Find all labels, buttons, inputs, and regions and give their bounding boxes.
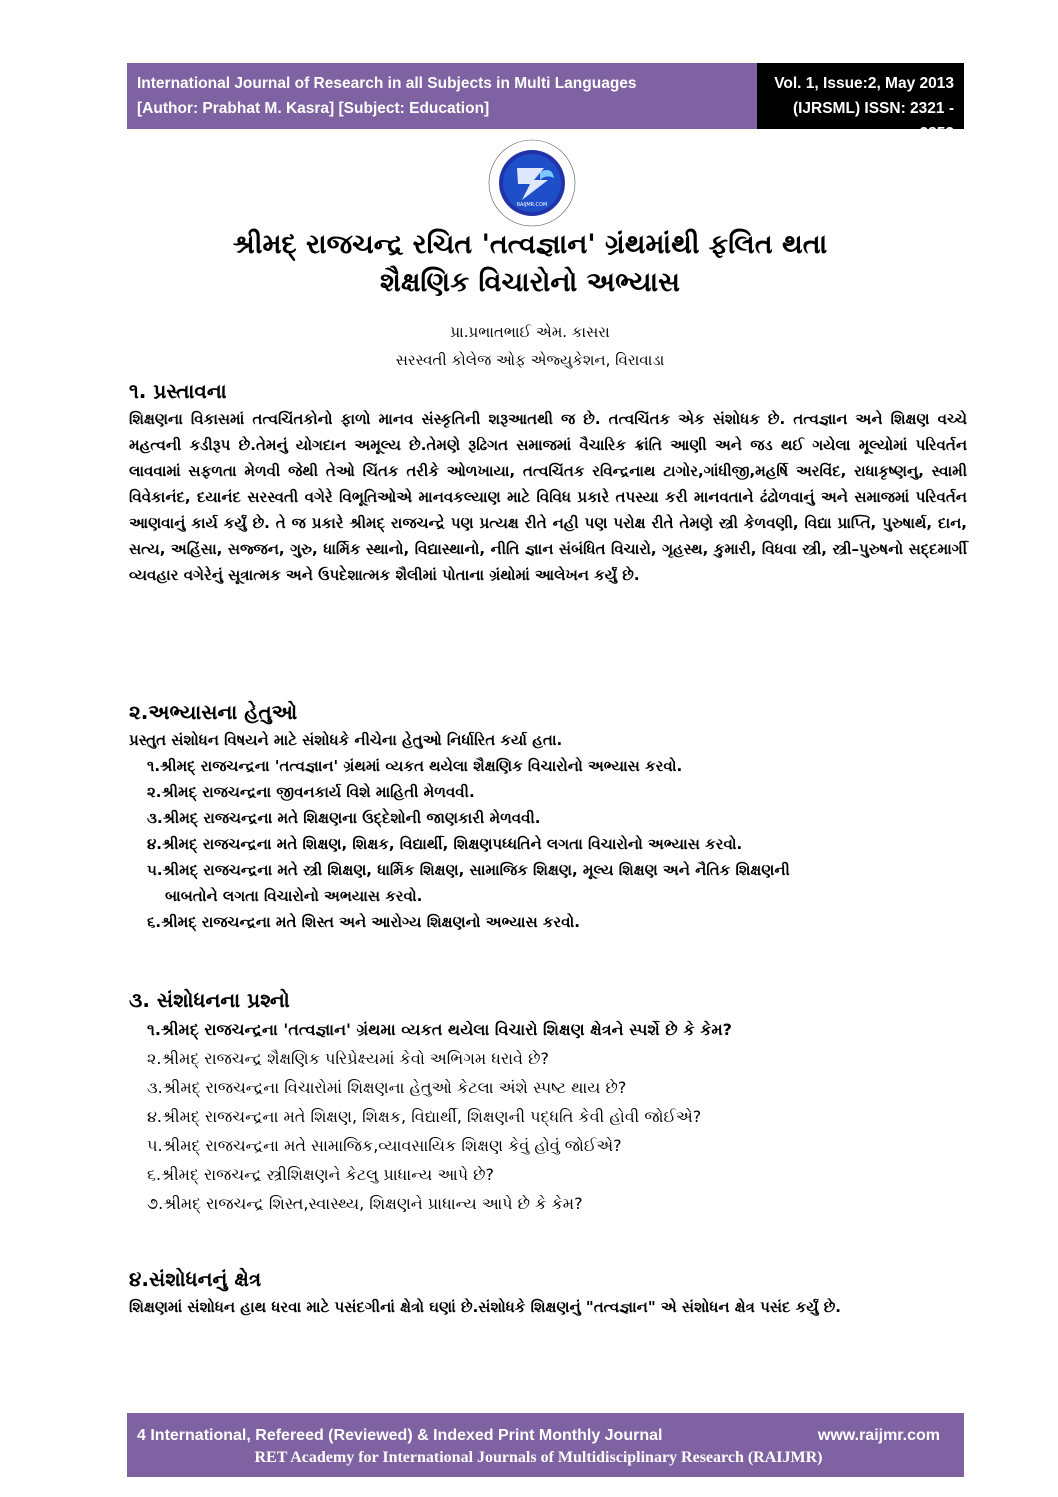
section-intro: પ્રસ્તુત સંશોધન વિષયને માટે સંશોધકે નીચેના હેતુઓ નિર્ધારિત કર્યા હતા. (129, 731, 563, 749)
list-item: ૭.શ્રીમદ્ રાજચન્દ્ર શિસ્ત,સ્વાસ્થ્ય, શિક્ષણને પ્રાધાન્ય આપે છે કે કેમ? (147, 1194, 583, 1213)
journal-name: International Journal of Research in all Subjects in Multi Languages (137, 75, 637, 92)
section-introduction (129, 376, 967, 588)
logo-site-text: RAIJMR.COM (516, 202, 548, 208)
list-item: ૩.શ્રીમદ્ રાજચન્દ્રના વિચારોમાં શિક્ષણના હેતુઓ કેટલા અંશે સ્પષ્ટ થાય છે? (147, 1078, 627, 1097)
section-heading: ૨.અભ્યાસના હેતુઓ (129, 700, 298, 724)
publisher: RET Academy for International Journals of Multidisciplinary Research (RAIJMR) (254, 1449, 823, 1466)
section-body: શિક્ષણના વિકાસમાં તત્વચિંતકોનો ફાળો માનવ સંસ્કૃતિની શરૂઆતથી જ છે. તત્વચિંતક એક સંશોધક છે. તત્વજ્ઞાન અને શિક્ષણ વચ્ચે મહત્વની કડીરૂપ છે.તેમનું યોગદાન અમૂલ્ય છે.તેમણે રૂઢિગત સમાજમાં વૈચારિક ક્રાંતિ આણી અને જડ થઈ ગયેલા મૂલ્યોમાં પરિવર્તન લાવવામાં સફળતા મેળવી જેથી તેઓ ચિંતક તરીકે ઓળખાયા, તત્વચિંતક રવિન્દ્રનાથ ટાગોર,ગાંધીજી,મહર્ષિ અરવિંદ, રાધાકૃષ્ણનુ, સ્વામી વિવેકાનંદ, દયાનંદ સરસ્વતી વગેરે વિભૂતિઓએ માનવકલ્યાણ માટે વિવિધ પ્રકારે તપસ્યા કરી માનવતાને ઢંઢોળવાનું અને સમાજમાં પરિવર્તન આણવાનું કાર્ય કર્યું છે. તે જ પ્રકારે શ્રીમદ્ રાજચન્દ્રે પણ પ્રત્યક્ષ રીતે નહી પણ પરોક્ષ રીતે તેમણે સ્ત્રી કેળવણી, વિદ્યા પ્રાપ્તિ, પુરુષાર્થ, દાન, સત્ય, અહિંસા, સજ્જન, ગુરુ, ધાર્મિક સ્થાનો, વિદ્યાસ્થાનો, નીતિ જ્ઞાન સંબંધિત વિચારો, ગૃહસ્થ, કુમારી, વિધવા સ્ત્રી, સ્ત્રી–પુરુષનો સદ્દમાર્ગી વ્યવહાર વગેરેનું સૂત્રાત્મક અને ઉપદેશાત્મક શૈલીમાં પોતાના ગ્રંથોમાં આલેખન કર્યું છે. (129, 410, 967, 584)
journal-footer (127, 1413, 964, 1477)
section-research-questions (129, 985, 967, 1218)
page-number: 4 (137, 1427, 146, 1444)
section-research-area (129, 1264, 967, 1320)
author-subject: [Author: Prabhat M. Kasra] [Subject: Education] (137, 100, 490, 117)
author-affiliation: સરસ્વતી કોલેજ ઓફ એજ્યુકેશન, વિરાવાડા (395, 351, 665, 369)
journal-logo (482, 138, 582, 228)
title-line-1: શ્રીમદ્ રાજચન્દ્ર રચિત 'તત્વજ્ઞાન' ગ્રંથમાંથી ફલિત થતા (232, 229, 828, 260)
footer-row (137, 1425, 940, 1447)
list-item (129, 857, 967, 909)
section-objectives (129, 697, 967, 935)
author-name: પ્રા.પ્રભાતભાઈ એમ. કાસરા (450, 323, 610, 341)
list-item: ૨.શ્રીમદ્ રાજચન્દ્રના જીવનકાર્ય વિશે માહિતી મેળવવી. (147, 783, 475, 801)
list-item-continuation: બાબતોને લગતા વિચારોનો અભયાસ કરવો. (165, 887, 423, 905)
title-line-2: શૈક્ષણિક વિચારોનો અભ્યાસ (380, 267, 680, 298)
objectives-list (129, 753, 967, 935)
questions-list (129, 1015, 967, 1218)
footer-left (137, 1425, 662, 1447)
list-item: ૪.શ્રીમદ્ રાજચન્દ્રના મતે શિક્ષણ, શિક્ષક, વિદ્યાર્થી, શિક્ષણપધ્ધતિને લગતા વિચારોનો અભ્યાસ કરવો. (147, 835, 743, 853)
list-item: ૫.શ્રીમદ્ રાજચન્દ્રના મતે સામાજિક,વ્યાવસાયિક શિક્ષણ કેવું હોવું જોઈએ? (147, 1136, 622, 1155)
paper-title (120, 226, 940, 302)
list-item: ૬.શ્રીમદ્ રાજચન્દ્ર સ્ત્રીશિક્ષણને કેટલુ પ્રાધાન્ય આપે છે? (147, 1165, 495, 1184)
list-item-text: ૫.શ્રીમદ્ રાજચન્દ્રના મતે સ્ત્રી શિક્ષણ, ધાર્મિક શિક્ષણ, સામાજિક શિક્ષણ, મૂલ્ય શિક્ષણ અને નૈતિક શિક્ષણની (147, 861, 790, 879)
list-item: ૬.શ્રીમદ્ રાજચન્દ્રના મતે શિસ્ત અને આરોગ્ય શિક્ષણનો અભ્યાસ કરવો. (147, 913, 580, 931)
list-item: ૧.શ્રીમદ્ રાજચન્દ્રના 'તત્વજ્ઞાન' ગ્રંથમાં વ્યકત થયેલા શૈક્ષણિક વિચારોનો અભ્યાસ કરવો. (147, 757, 683, 775)
issn: (IJRSML) ISSN: 2321 - 2853 (792, 100, 954, 142)
list-item: ૩.શ્રીમદ્ રાજચન્દ્રના મતે શિક્ષણના ઉદ્દેશોની જાણકારી મેળવવી. (147, 809, 541, 827)
section-heading: ૪.સંશોધનનું ક્ષેત્ર (129, 1267, 262, 1291)
header-left-band (127, 63, 757, 129)
journal-header (127, 63, 964, 142)
section-heading: ૩. સંશોધનના પ્રશ્નો (129, 988, 290, 1012)
author-block (120, 318, 940, 374)
website-link[interactable]: www.raijmr.com (817, 1427, 940, 1444)
section-body: શિક્ષણમાં સંશોધન હાથ ધરવા માટે પસંદગીનાં ક્ષેત્રો ઘણાં છે.સંશોધકે શિક્ષણનું "તત્વજ્ઞાન" એ સંશોધન ક્ષેત્ર પસંદ કર્યું છે. (129, 1298, 842, 1316)
list-item: ૪.શ્રીમદ્ રાજચન્દ્રના મતે શિક્ષણ, શિક્ષક, વિદ્યાર્થી, શિક્ષણની પદ્ધતિ કેવી હોવી જોઈએ? (147, 1107, 702, 1126)
list-item: ૧.શ્રીમદ્ રાજચન્દ્રના 'તત્વજ્ઞાન' ગ્રંથમા વ્યકત થયેલા વિચારો શિક્ષણ ક્ષેત્રને સ્પર્શે છે કે કેમ? (147, 1020, 732, 1039)
header-right-band (757, 63, 964, 142)
volume-issue: Vol. 1, Issue:2, May 2013 (774, 75, 954, 92)
section-heading: ૧. પ્રસ્તાવના (129, 379, 227, 403)
list-item: ૨.શ્રીમદ્ રાજચન્દ્ર શૈક્ષણિક પરિપ્રેક્ષ્યમાં કેવો અભિગમ ધરાવે છે? (147, 1049, 549, 1068)
journal-type: International, Refereed (Reviewed) & Indexed Print Monthly Journal (150, 1427, 663, 1444)
